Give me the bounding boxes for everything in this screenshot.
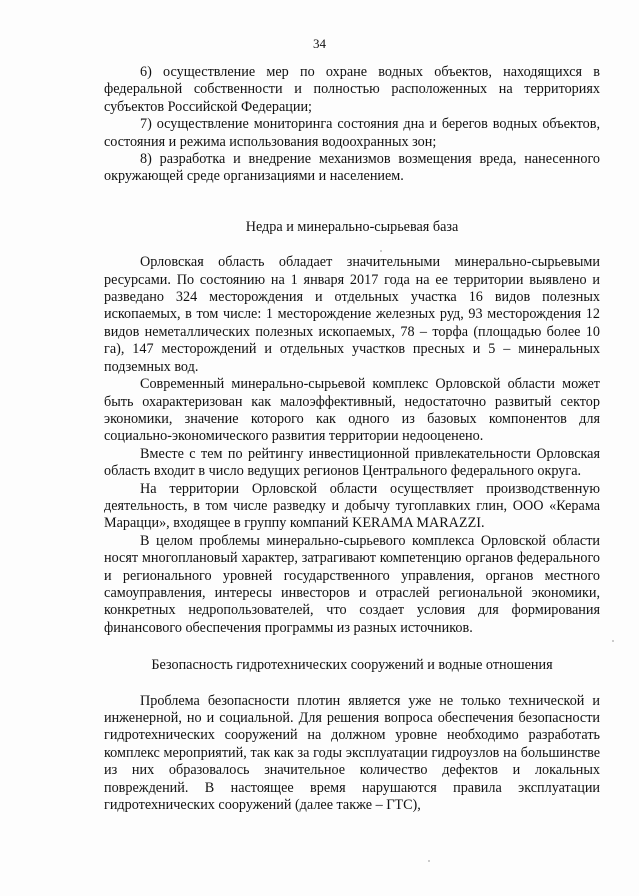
- paragraph: На территории Орловской области осуществляет производственную деятельность, в том числе разведку и добычу тугоплавких глин, ООО «Керама Марацци», входящее в группу компаний KERAMA MARAZZI.: [104, 480, 600, 532]
- page-content: [104, 64, 600, 814]
- paragraph: Вместе с тем по рейтингу инвестиционной привлекательности Орловская область входит в число ведущих регионов Центрального федерального округа.: [104, 445, 600, 480]
- list-item-7: 7) осуществление мониторинга состояния дна и берегов водных объектов, состояния и режима использования водоохранных зон;: [104, 116, 600, 150]
- paragraph: Современный минерально-сырьевой комплекс Орловской области может быть охарактеризован как малоэффективный, недостаточно развитый сектор экономики, значение которого как одного из базовых компонентов для социально-экономического развития территории недооценено.: [104, 376, 600, 445]
- scan-speck: [380, 250, 382, 252]
- section-title-hydraulic-safety: Безопасность гидротехнических сооружений и водные отношения: [151, 657, 553, 674]
- paragraph: В целом проблемы минерально-сырьевого комплекса Орловской области носят многоплановый характер, затрагивают компетенцию органов федерального и регионального уровней государственного управления, органов местного самоуправления, интересы инвесторов и отраслей региональной экономики, конкретных недропользователей, что создает условия для формирования финансового обеспечения программы из разных источников.: [104, 532, 600, 636]
- paragraph: Орловская область обладает значительными минерально-сырьевыми ресурсами. По состоянию на 1 января 2017 года на ее территории выявлено и разведано 324 месторождения и отдельных участка 16 видов полезных ископаемых, в том числе: 1 месторождение железных руд, 93 месторождения 12 видов неметаллических полезных ископаемых, 78 – торфа (площадью более 10 га), 147 месторождений и отдельных участков пресных и 5 – минеральных подземных вод.: [104, 254, 600, 375]
- scan-speck: [612, 640, 614, 642]
- section-title-mineral-resources: Недра и минерально-сырьевая база: [245, 218, 459, 235]
- list-item-6: 6) осуществление мер по охране водных объектов, находящихся в федеральной собственности и полностью расположенных на территориях субъектов Российской Федерации;: [104, 64, 600, 115]
- scan-speck: [428, 860, 430, 862]
- page-number: 34: [313, 36, 326, 51]
- list-item-8: 8) разработка и внедрение механизмов возмещения вреда, нанесенного окружающей среде организациями и населением.: [104, 151, 600, 185]
- paragraph: Проблема безопасности плотин является уже не только технической и инженерной, но и социальной. Для решения вопроса обеспечения безопасности гидротехнических сооружений на должном уровне необходимо разработать комплекс мероприятий, так как за годы эксплуатации гидроузлов на большинстве из них образовалось значительное количество дефектов и локальных повреждений. В настоящее время нарушаются правила эксплуатации гидротехнических сооружений (далее также – ГТС),: [104, 692, 600, 814]
